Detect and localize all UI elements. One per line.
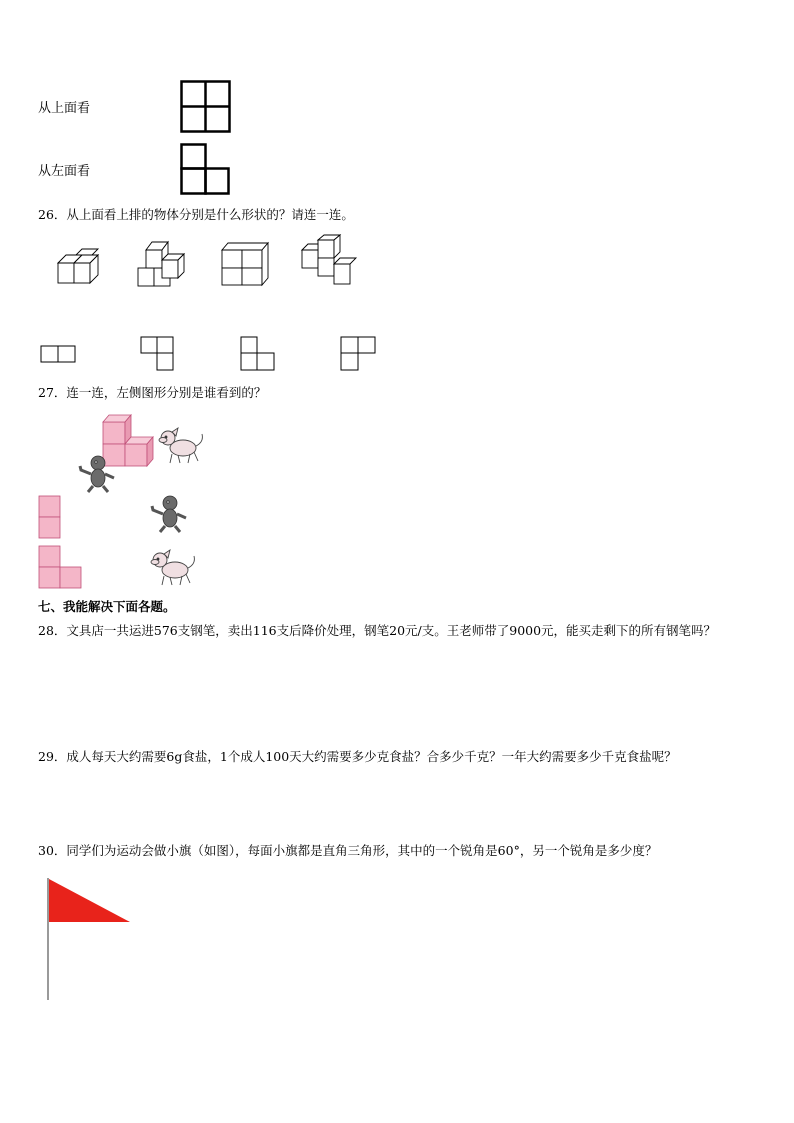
question-29 (38, 742, 677, 772)
question-27-number: 27． (38, 385, 67, 400)
flag-figure (46, 876, 136, 1004)
cube-object-1 (56, 245, 106, 287)
left-view-label: 从左面看 (38, 164, 91, 179)
view-shape-3 (240, 336, 278, 374)
question-29-number: 29． (38, 749, 67, 764)
question-26-text: 从上面看上排的物体分别是什么形状的？请连一连。 (66, 207, 354, 222)
question-30 (38, 836, 657, 866)
question-27 (38, 378, 266, 408)
top-view-label: 从上面看 (38, 101, 91, 116)
view-shape-1 (40, 345, 78, 365)
question-28 (38, 616, 758, 646)
question-28-number: 28． (38, 623, 67, 638)
section-7-title: 七、我能解决下面各题。 (38, 599, 176, 614)
dog-icon (150, 548, 200, 588)
pink-view-vertical (38, 495, 62, 541)
question-30-text: 同学们为运动会做小旗（如图），每面小旗都是直角三角形，其中的一个锐角是60°，另一个锐角是多少度？ (66, 843, 658, 858)
pink-view-l-shape (38, 545, 84, 591)
cube-object-3 (220, 240, 270, 288)
monkey-icon (150, 494, 190, 534)
left-view-figure (180, 143, 232, 197)
dog-icon (158, 426, 208, 466)
question-26 (38, 200, 354, 230)
question-26-number: 26． (38, 207, 67, 222)
view-shape-4 (340, 336, 378, 374)
question-27-text: 连一连，左侧图形分别是谁看到的？ (66, 385, 267, 400)
top-view-figure (180, 80, 232, 134)
monkey-icon (78, 454, 118, 494)
cube-object-2 (136, 238, 188, 290)
cube-object-4 (300, 234, 356, 288)
question-29-text: 成人每天大约需要6g食盐，1个成人100天大约需要多少克食盐？合多少千克？一年大约需要多少千克食盐呢？ (66, 749, 677, 764)
view-shape-2 (140, 336, 178, 374)
question-30-number: 30． (38, 843, 67, 858)
question-28-text: 文具店一共运进576支钢笔，卖出116支后降价处理，钢笔20元/支。王老师带了9000元，能买走剩下的所有钢笔吗？ (66, 623, 717, 638)
